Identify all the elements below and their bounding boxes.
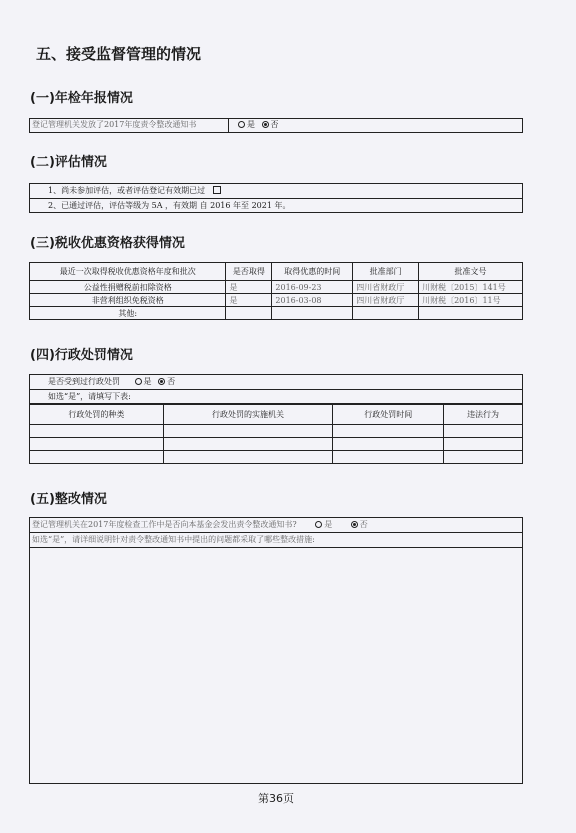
evaluation-checkbox[interactable]: [213, 186, 221, 194]
tax-cell: 其他:: [30, 307, 226, 320]
tax-cell: 非营利组织免税资格: [30, 294, 226, 307]
rectify-answer-area[interactable]: [30, 548, 522, 783]
table-row: [30, 281, 523, 294]
tax-cell: 2016-09-23: [272, 281, 353, 294]
annual-radio-group: [234, 120, 279, 130]
rectify-heading: (五)整改情况: [30, 492, 107, 507]
annual-yes-label: 是: [247, 120, 255, 129]
rectify-yes-radio[interactable]: [315, 521, 322, 528]
penalty-divider: [29, 389, 523, 390]
rectify-explain: 如选“是”，请详细说明针对责令整改通知书中提出的问题都采取了哪些整改措施:: [32, 535, 315, 544]
penalty-cell: [30, 438, 164, 451]
penalty-cell: [444, 425, 523, 438]
table-row: [30, 451, 523, 464]
evaluation-line1-text: 1、尚未参加评估，或者评估登记有效期已过: [48, 186, 206, 195]
tax-header-cell: 批准部门: [353, 263, 419, 281]
tax-cell: 川财税〔2016〕11号: [419, 294, 523, 307]
penalty-cell: [444, 438, 523, 451]
penalty-cell: [333, 438, 444, 451]
rectify-no-label: 否: [359, 520, 368, 529]
tax-cell: [353, 307, 419, 320]
tax-cell: 川财税〔2015〕141号: [419, 281, 523, 294]
annual-no-radio[interactable]: [262, 121, 269, 128]
tax-header-cell: 批准文号: [419, 263, 523, 281]
penalty-cell: [30, 451, 164, 464]
evaluation-line1: [48, 186, 221, 196]
tax-cell: 四川省财政厅: [353, 294, 419, 307]
penalty-yes-radio[interactable]: [135, 378, 142, 385]
penalty-yes-label: 是: [143, 377, 152, 386]
rectify-question-row: [32, 520, 368, 530]
tax-cell: 是: [226, 294, 272, 307]
penalty-cell: [444, 451, 523, 464]
tax-cell: 四川省财政厅: [353, 281, 419, 294]
penalty-header-cell: 行政处罚时间: [333, 405, 444, 425]
penalty-cell: [163, 451, 333, 464]
evaluation-heading: (二)评估情况: [30, 155, 107, 170]
tax-heading: (三)税收优惠资格获得情况: [30, 236, 185, 251]
penalty-table: [29, 404, 523, 464]
penalty-header-cell: 行政处罚的实施机关: [163, 405, 333, 425]
rectify-divider: [29, 532, 523, 533]
annual-no-label: 否: [270, 120, 279, 129]
tax-cell: 2016-03-08: [272, 294, 353, 307]
annual-divider: [228, 118, 229, 133]
evaluation-line2: 2、已通过评估，评估等级为 5A ，有效期 自 2016 年至 2021 年。: [48, 201, 291, 210]
evaluation-divider: [29, 198, 523, 199]
tax-header-cell: 是否取得: [226, 263, 272, 281]
section-title: 五、接受监督管理的情况: [36, 45, 202, 63]
penalty-header-cell: 违法行为: [444, 405, 523, 425]
table-row: [30, 294, 523, 307]
tax-cell: [226, 307, 272, 320]
rectify-yes-label: 是: [324, 520, 333, 529]
penalty-no-label: 否: [167, 377, 176, 386]
penalty-no-radio[interactable]: [158, 378, 165, 385]
penalty-question: 是否受到过行政处罚: [48, 377, 120, 386]
tax-cell: [419, 307, 523, 320]
penalty-fill-note: 如选“是”，请填写下表:: [48, 392, 131, 401]
penalty-header-row: [30, 405, 523, 425]
tax-table: [29, 262, 523, 320]
rectify-no-radio[interactable]: [351, 521, 358, 528]
annual-yes-radio[interactable]: [238, 121, 245, 128]
table-row: [30, 438, 523, 451]
tax-cell: 是: [226, 281, 272, 294]
penalty-cell: [333, 425, 444, 438]
tax-header-cell: 取得优惠的时间: [272, 263, 353, 281]
penalty-heading: (四)行政处罚情况: [30, 348, 133, 363]
penalty-cell: [333, 451, 444, 464]
penalty-cell: [30, 425, 164, 438]
annual-heading: (一)年检年报情况: [30, 91, 133, 106]
tax-header-row: [30, 263, 523, 281]
penalty-header-cell: 行政处罚的种类: [30, 405, 164, 425]
penalty-cell: [163, 438, 333, 451]
annual-question: 登记管理机关发放了2017年度责令整改通知书: [32, 120, 197, 129]
table-row: [30, 307, 523, 320]
tax-header-cell: 最近一次取得税收优惠资格年度和批次: [30, 263, 226, 281]
tax-cell: [272, 307, 353, 320]
penalty-cell: [163, 425, 333, 438]
table-row: [30, 425, 523, 438]
rectify-question: 登记管理机关在2017年度检查工作中是否向本基金会发出责令整改通知书?: [32, 520, 297, 529]
page-number: 第36页: [258, 792, 294, 805]
tax-cell: 公益性捐赠税前扣除资格: [30, 281, 226, 294]
penalty-question-row: [48, 377, 175, 387]
